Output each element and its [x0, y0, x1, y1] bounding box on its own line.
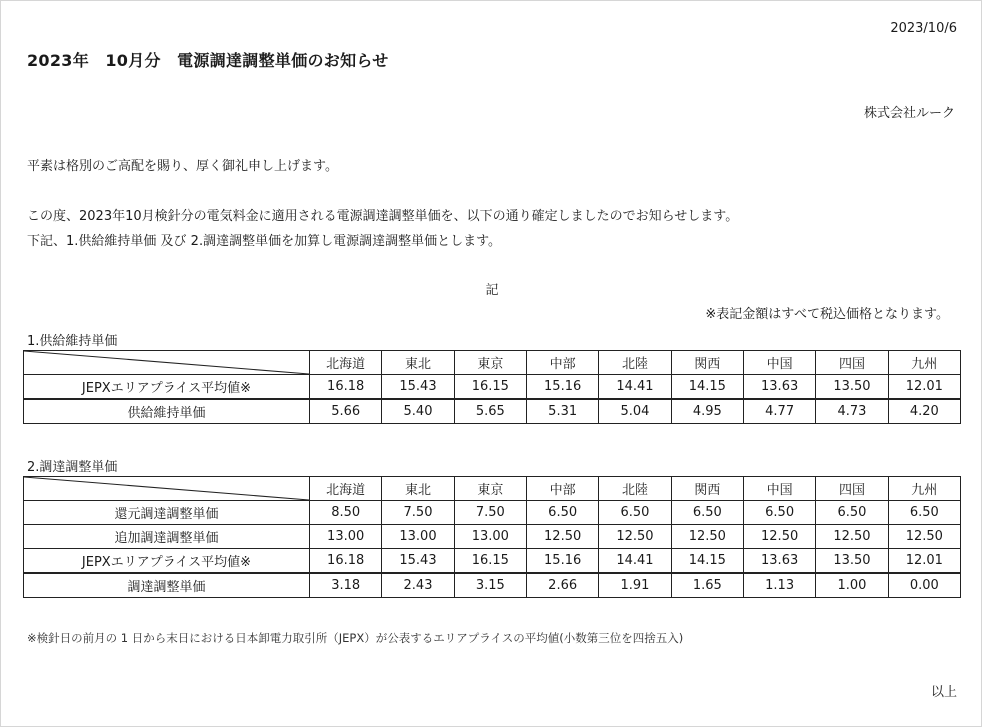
- value-cell: 6.50: [816, 501, 888, 525]
- ki-heading: 記: [485, 283, 499, 298]
- table-header-row: [24, 477, 961, 501]
- tax-note: ※表記金額はすべて税込価格となります。: [705, 307, 949, 322]
- value-cell: 1.13: [743, 573, 815, 598]
- value-cell: 4.95: [671, 399, 743, 424]
- row-label: 供給維持単価: [24, 399, 310, 424]
- region-header: 北海道: [310, 477, 382, 501]
- value-cell: 15.43: [382, 549, 454, 574]
- value-cell: 6.50: [599, 501, 671, 525]
- value-cell: 12.50: [743, 525, 815, 549]
- region-header: 東北: [382, 351, 454, 375]
- issue-date: 2023/10/6: [890, 21, 957, 36]
- greeting-text: 平素は格別のご高配を賜り、厚く御礼申し上げます。: [27, 159, 338, 174]
- table2-heading: 2.調達調整単価: [27, 460, 118, 475]
- value-cell: 5.31: [526, 399, 598, 424]
- row-label: 追加調達調整単価: [24, 525, 310, 549]
- value-cell: 12.01: [888, 549, 960, 574]
- table-total-row: [24, 573, 961, 598]
- value-cell: 13.00: [382, 525, 454, 549]
- table-row: [24, 501, 961, 525]
- value-cell: 12.50: [599, 525, 671, 549]
- value-cell: 16.15: [454, 549, 526, 574]
- value-cell: 3.18: [310, 573, 382, 598]
- table-header-row: [24, 351, 961, 375]
- value-cell: 1.91: [599, 573, 671, 598]
- value-cell: 4.73: [816, 399, 888, 424]
- value-cell: 1.65: [671, 573, 743, 598]
- row-label: JEPXエリアプライス平均値※: [24, 549, 310, 574]
- value-cell: 12.50: [526, 525, 598, 549]
- notice-line-2: 下記、1.供給維持単価 及び 2.調達調整単価を加算し電源調達調整単価とします。: [27, 234, 502, 249]
- value-cell: 2.43: [382, 573, 454, 598]
- region-header: 東京: [454, 351, 526, 375]
- value-cell: 12.50: [671, 525, 743, 549]
- region-header: 四国: [816, 477, 888, 501]
- value-cell: 5.40: [382, 399, 454, 424]
- table-row: [24, 375, 961, 400]
- value-cell: 5.04: [599, 399, 671, 424]
- value-cell: 2.66: [526, 573, 598, 598]
- value-cell: 6.50: [526, 501, 598, 525]
- footnote: ※検針日の前月の 1 日から末日における日本卸電力取引所（JEPX）が公表するエリアプライスの平均値(小数第三位を四捨五入): [27, 631, 684, 645]
- closing-mark: 以上: [930, 685, 957, 700]
- value-cell: 12.50: [888, 525, 960, 549]
- region-header: 中国: [743, 351, 815, 375]
- region-header: 九州: [888, 477, 960, 501]
- table-row: [24, 525, 961, 549]
- corner-diagonal-cell: [24, 351, 310, 375]
- row-label: 調達調整単価: [24, 573, 310, 598]
- corner-diagonal-cell: [24, 477, 310, 501]
- region-header: 東京: [454, 477, 526, 501]
- region-header: 中国: [743, 477, 815, 501]
- value-cell: 13.63: [743, 375, 815, 400]
- region-header: 北陸: [599, 351, 671, 375]
- row-label: 還元調達調整単価: [24, 501, 310, 525]
- region-header: 中部: [526, 351, 598, 375]
- value-cell: 3.15: [454, 573, 526, 598]
- value-cell: 15.16: [526, 375, 598, 400]
- value-cell: 6.50: [888, 501, 960, 525]
- value-cell: 13.50: [816, 375, 888, 400]
- notice-line-1: この度、2023年10月検針分の電気料金に適用される電源調達調整単価を、以下の通り確定しましたのでお知らせします。: [27, 209, 739, 224]
- value-cell: 7.50: [382, 501, 454, 525]
- value-cell: 6.50: [743, 501, 815, 525]
- value-cell: 13.00: [310, 525, 382, 549]
- value-cell: 15.16: [526, 549, 598, 574]
- page-title: 2023年 10月分 電源調達調整単価のお知らせ: [27, 51, 389, 70]
- value-cell: 0.00: [888, 573, 960, 598]
- region-header: 九州: [888, 351, 960, 375]
- region-header: 関西: [671, 351, 743, 375]
- region-header: 北海道: [310, 351, 382, 375]
- value-cell: 16.18: [310, 549, 382, 574]
- value-cell: 15.43: [382, 375, 454, 400]
- value-cell: 4.20: [888, 399, 960, 424]
- region-header: 中部: [526, 477, 598, 501]
- value-cell: 14.15: [671, 375, 743, 400]
- value-cell: 5.66: [310, 399, 382, 424]
- value-cell: 14.41: [599, 375, 671, 400]
- region-header: 関西: [671, 477, 743, 501]
- region-header: 四国: [816, 351, 888, 375]
- table1-heading: 1.供給維持単価: [27, 334, 118, 349]
- region-header: 北陸: [599, 477, 671, 501]
- region-header: 東北: [382, 477, 454, 501]
- table-row: [24, 549, 961, 574]
- row-label: JEPXエリアプライス平均値※: [24, 375, 310, 400]
- value-cell: 13.50: [816, 549, 888, 574]
- value-cell: 16.18: [310, 375, 382, 400]
- value-cell: 12.50: [816, 525, 888, 549]
- value-cell: 12.01: [888, 375, 960, 400]
- value-cell: 5.65: [454, 399, 526, 424]
- value-cell: 13.00: [454, 525, 526, 549]
- value-cell: 4.77: [743, 399, 815, 424]
- procurement-adjustment-table: [23, 476, 961, 598]
- table-total-row: [24, 399, 961, 424]
- value-cell: 1.00: [816, 573, 888, 598]
- value-cell: 13.63: [743, 549, 815, 574]
- value-cell: 16.15: [454, 375, 526, 400]
- company-name: 株式会社ルーク: [863, 106, 955, 121]
- value-cell: 14.15: [671, 549, 743, 574]
- value-cell: 6.50: [671, 501, 743, 525]
- value-cell: 14.41: [599, 549, 671, 574]
- value-cell: 8.50: [310, 501, 382, 525]
- value-cell: 7.50: [454, 501, 526, 525]
- supply-maintenance-table: [23, 350, 961, 424]
